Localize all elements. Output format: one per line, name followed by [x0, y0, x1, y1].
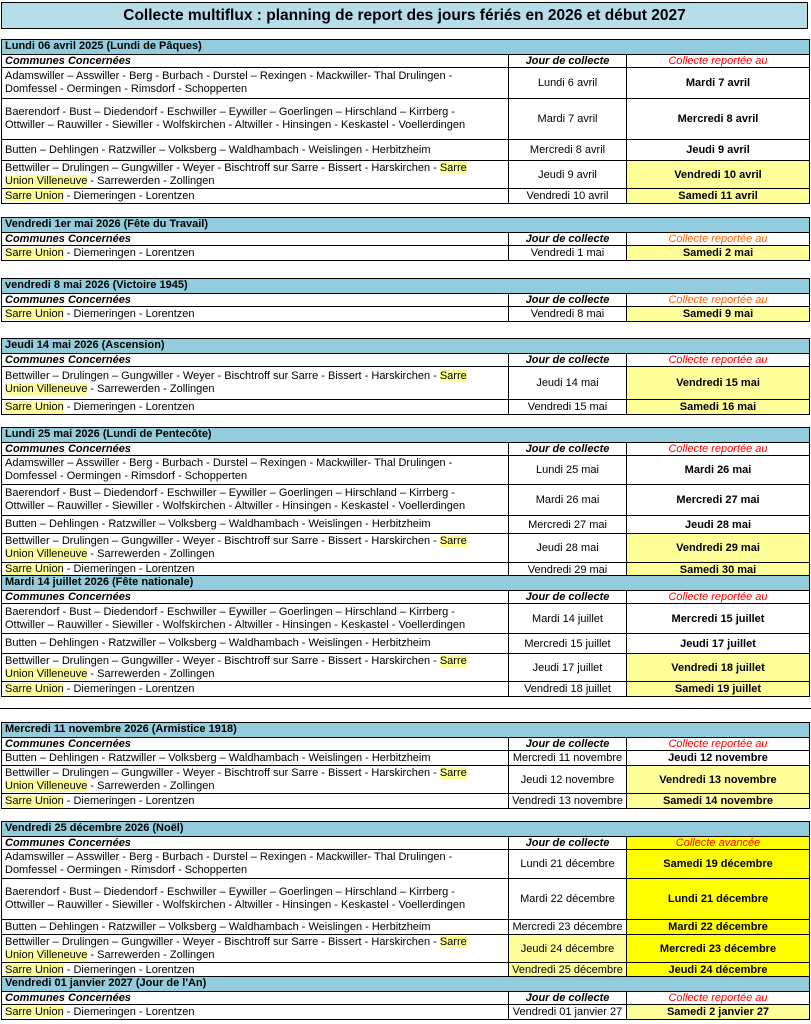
- communes-cell: Sarre Union - Diemeringen - Lorentzen: [2, 307, 509, 321]
- table-row: [2, 485, 809, 516]
- jour-cell: Mercredi 27 mai: [509, 516, 627, 533]
- communes-cell: Baerendorf - Bust – Diedendorf - Eschwiller – Eywiller – Goerlingen – Hirschland – Kirrberg - Ottwiller – Rauwiller - Siewiller - Wolfskirchen - Altwiller - Hinsingen - Keskastel - Voellerdingen: [2, 604, 509, 633]
- col-communes: Communes Concernées: [2, 233, 509, 245]
- col-communes: Communes Concernées: [2, 992, 509, 1004]
- report-cell: Mardi 26 mai: [684, 464, 752, 476]
- report-cell: Samedi 2 janvier 27: [627, 1005, 809, 1019]
- jour-cell: Jeudi 12 novembre: [509, 766, 627, 793]
- jour-cell: Jeudi 9 avril: [509, 161, 627, 188]
- table-row: [2, 400, 809, 415]
- col-reportee: Collecte reportée au: [668, 591, 768, 603]
- table-row: [2, 161, 809, 189]
- communes-cell: Bettwiller – Drulingen – Gungwiller - Weyer - Bischtroff sur Sarre - Bissert - Harskirchen - Sarre Union Villeneuve - Sarrewerden - Zollingen: [2, 534, 509, 562]
- col-jour: Jour de collecte: [509, 738, 627, 750]
- section-title: Lundi 06 avril 2025 (Lundi de Pâques): [2, 39, 809, 55]
- jour-cell: Vendredi 29 mai: [509, 563, 627, 576]
- section-1er-mai: [1, 217, 810, 261]
- communes-cell: Sarre Union - Diemeringen - Lorentzen: [2, 246, 509, 260]
- report-cell: Samedi 2 mai: [627, 246, 809, 260]
- col-reportee: Collecte reportée au: [668, 55, 768, 67]
- table-row: [2, 654, 809, 682]
- report-cell: Lundi 21 décembre: [627, 879, 809, 919]
- communes-cell: Butten – Dehlingen - Ratzwiller – Volksberg – Waldhambach - Weislingen - Herbitzheim: [2, 516, 509, 533]
- table-row: [2, 766, 809, 794]
- jour-cell: Lundi 25 mai: [509, 456, 627, 484]
- communes-cell: Sarre Union - Diemeringen - Lorentzen: [2, 963, 509, 977]
- communes-cell: Bettwiller – Drulingen – Gungwiller - Weyer - Bischtroff sur Sarre - Bissert - Harskirchen - Sarre Union Villeneuve - Sarrewerden - Zollingen: [2, 654, 509, 681]
- communes-cell: Bettwiller – Drulingen – Gungwiller - Weyer - Bischtroff sur Sarre - Bissert - Harskirchen - Sarre Union Villeneuve - Sarrewerden - Zollingen: [2, 766, 509, 793]
- report-cell: Samedi 14 novembre: [627, 794, 809, 808]
- report-cell: Vendredi 29 mai: [627, 534, 809, 562]
- table-row: [2, 879, 809, 920]
- table-row: [2, 794, 809, 809]
- report-cell: Vendredi 18 juillet: [627, 654, 809, 681]
- jour-cell: Jeudi 28 mai: [509, 534, 627, 562]
- table-row: [2, 604, 809, 634]
- jour-cell: Mardi 14 juillet: [509, 604, 627, 633]
- col-jour: Jour de collecte: [509, 55, 627, 67]
- report-cell: Mercredi 27 mai: [676, 494, 760, 506]
- communes-cell: Baerendorf - Bust – Diedendorf - Eschwiller – Eywiller – Goerlingen – Hirschland – Kirrberg - Ottwiller – Rauwiller - Siewiller - Wolfskirchen - Altwiller - Hinsingen - Keskastel - Voellerdingen: [2, 879, 509, 919]
- communes-cell: Adamswiller – Asswiller - Berg - Burbach - Durstel – Rexingen - Mackwiller- Thal Drulingen - Domfessel - Oermingen - Rimsdorf - Schopperten: [2, 456, 509, 484]
- table-row: [2, 1005, 809, 1020]
- communes-cell: Baerendorf - Bust – Diedendorf - Eschwiller – Eywiller – Goerlingen – Hirschland – Kirrberg - Ottwiller – Rauwiller - Siewiller - Wolfskirchen - Altwiller - Hinsingen - Keskastel - Voellerdingen: [2, 99, 509, 139]
- col-jour: Jour de collecte: [509, 233, 627, 245]
- jour-cell: Mercredi 8 avril: [509, 140, 627, 160]
- jour-cell: Jeudi 24 décembre: [509, 935, 627, 962]
- report-cell: Samedi 19 juillet: [627, 682, 809, 696]
- col-communes: Communes Concernées: [2, 354, 509, 366]
- table-row: [2, 935, 809, 963]
- col-jour: Jour de collecte: [509, 443, 627, 455]
- jour-cell: Mardi 7 avril: [509, 99, 627, 139]
- table-row: [2, 246, 809, 261]
- section-11-novembre: [1, 722, 810, 809]
- col-reportee: Collecte reportée au: [668, 233, 768, 245]
- communes-cell: Butten – Dehlingen - Ratzwiller – Volksberg – Waldhambach - Weislingen - Herbitzheim: [2, 920, 509, 934]
- communes-cell: Adamswiller – Asswiller - Berg - Burbach - Durstel – Rexingen - Mackwiller- Thal Drulingen - Domfessel - Oermingen - Rimsdorf - Schopperten: [2, 68, 509, 98]
- section-title: Vendredi 25 décembre 2026 (Noël): [2, 821, 809, 837]
- col-reportee: Collecte reportée au: [668, 294, 768, 306]
- col-communes: Communes Concernées: [2, 837, 509, 849]
- jour-cell: Vendredi 1 mai: [509, 246, 627, 260]
- report-cell: Jeudi 12 novembre: [668, 752, 768, 764]
- section-title: Vendredi 1er mai 2026 (Fête du Travail): [2, 217, 809, 233]
- section-14-juillet: [1, 575, 810, 697]
- col-communes: Communes Concernées: [2, 443, 509, 455]
- report-cell: Mercredi 23 décembre: [627, 935, 809, 962]
- communes-cell: Sarre Union - Diemeringen - Lorentzen: [2, 400, 509, 414]
- section-ascension: [1, 338, 810, 415]
- table-row: [2, 68, 809, 99]
- communes-cell: Bettwiller – Drulingen – Gungwiller - Weyer - Bischtroff sur Sarre - Bissert - Harskirchen - Sarre Union Villeneuve - Sarrewerden - Zollingen: [2, 367, 509, 399]
- communes-cell: Butten – Dehlingen - Ratzwiller – Volksberg – Waldhambach - Weislingen - Herbitzheim: [2, 140, 509, 160]
- section-8-mai: [1, 278, 810, 322]
- report-cell: Jeudi 24 décembre: [627, 963, 809, 977]
- section-paques: [1, 39, 810, 204]
- jour-cell: Mercredi 15 juillet: [509, 634, 627, 653]
- report-cell: Samedi 9 mai: [627, 307, 809, 321]
- report-cell: Samedi 30 mai: [627, 563, 809, 576]
- table-row: [2, 682, 809, 697]
- report-cell: Mardi 22 décembre: [627, 920, 809, 934]
- report-cell: Samedi 16 mai: [627, 400, 809, 414]
- jour-cell: Jeudi 17 juillet: [509, 654, 627, 681]
- jour-cell: Vendredi 10 avril: [509, 189, 627, 203]
- report-cell: Samedi 19 décembre: [627, 850, 809, 878]
- table-row: [2, 189, 809, 204]
- col-jour: Jour de collecte: [509, 294, 627, 306]
- column-header-row: [2, 233, 809, 246]
- section-noel: [1, 821, 810, 978]
- communes-cell: Sarre Union - Diemeringen - Lorentzen: [2, 1005, 509, 1019]
- jour-cell: Vendredi 01 janvier 27: [509, 1005, 627, 1019]
- communes-cell: Sarre Union - Diemeringen - Lorentzen: [2, 189, 509, 203]
- col-communes: Communes Concernées: [2, 294, 509, 306]
- table-row: [2, 456, 809, 485]
- jour-cell: Mercredi 23 décembre: [509, 920, 627, 934]
- table-row: [2, 140, 809, 161]
- table-row: [2, 850, 809, 879]
- communes-cell: Sarre Union - Diemeringen - Lorentzen: [2, 794, 509, 808]
- col-jour: Jour de collecte: [509, 591, 627, 603]
- col-communes: Communes Concernées: [2, 738, 509, 750]
- report-cell: Jeudi 9 avril: [686, 144, 750, 156]
- page-title: Collecte multiflux : planning de report des jours fériés en 2026 et début 2027: [1, 2, 808, 29]
- col-reportee: Collecte reportée au: [668, 992, 768, 1004]
- section-title: Jeudi 14 mai 2026 (Ascension): [2, 338, 809, 354]
- jour-cell: Lundi 6 avril: [509, 68, 627, 98]
- column-header-row: [2, 443, 809, 456]
- jour-cell: Vendredi 18 juillet: [509, 682, 627, 696]
- section-title: vendredi 8 mai 2026 (Victoire 1945): [2, 278, 809, 294]
- column-header-row: [2, 837, 809, 850]
- section-title: Mardi 14 juillet 2026 (Fête nationale): [2, 575, 809, 591]
- section-title: Vendredi 01 janvier 2027 (Jour de l'An): [2, 976, 809, 992]
- jour-cell: Vendredi 15 mai: [509, 400, 627, 414]
- report-cell: Vendredi 15 mai: [627, 367, 809, 399]
- col-communes: Communes Concernées: [2, 591, 509, 603]
- column-header-row: [2, 354, 809, 367]
- jour-cell: Mercredi 11 novembre: [509, 751, 627, 765]
- communes-cell: Adamswiller – Asswiller - Berg - Burbach - Durstel – Rexingen - Mackwiller- Thal Drulingen - Domfessel - Oermingen - Rimsdorf - Schopperten: [2, 850, 509, 878]
- jour-cell: Vendredi 8 mai: [509, 307, 627, 321]
- report-cell: Mercredi 8 avril: [677, 113, 759, 125]
- column-header-row: [2, 738, 809, 751]
- communes-cell: Baerendorf - Bust – Diedendorf - Eschwiller – Eywiller – Goerlingen – Hirschland – Kirrberg - Ottwiller – Rauwiller - Siewiller - Wolfskirchen - Altwiller - Hinsingen - Keskastel - Voellerdingen: [2, 485, 509, 515]
- table-row: [2, 634, 809, 654]
- column-header-row: [2, 294, 809, 307]
- communes-cell: Sarre Union - Diemeringen - Lorentzen: [2, 682, 509, 696]
- col-avancee: Collecte avancée: [627, 837, 809, 849]
- report-cell: Samedi 11 avril: [627, 189, 809, 203]
- table-row: [2, 751, 809, 766]
- col-reportee: Collecte reportée au: [668, 354, 768, 366]
- col-reportee: Collecte reportée au: [668, 443, 768, 455]
- table-row: [2, 99, 809, 140]
- jour-cell: Lundi 21 décembre: [509, 850, 627, 878]
- jour-cell: Mardi 26 mai: [509, 485, 627, 515]
- report-cell: Mercredi 15 juillet: [671, 612, 765, 625]
- table-row: [2, 534, 809, 563]
- col-jour: Jour de collecte: [509, 992, 627, 1004]
- col-jour: Jour de collecte: [509, 837, 627, 849]
- table-row: [2, 516, 809, 534]
- section-title: Lundi 25 mai 2026 (Lundi de Pentecôte): [2, 427, 809, 443]
- column-header-row: [2, 992, 809, 1005]
- communes-cell: Bettwiller – Drulingen – Gungwiller - Weyer - Bischtroff sur Sarre - Bissert - Harskirchen - Sarre Union Villeneuve - Sarrewerden - Zollingen: [2, 935, 509, 962]
- communes-cell: Butten – Dehlingen - Ratzwiller – Volksberg – Waldhambach - Weislingen - Herbitzheim: [2, 634, 509, 653]
- col-reportee: Collecte reportée au: [668, 738, 768, 750]
- report-cell: Vendredi 10 avril: [627, 161, 809, 188]
- table-row: [2, 307, 809, 322]
- divider: [0, 708, 811, 709]
- jour-cell: Vendredi 25 décembre: [509, 963, 627, 977]
- column-header-row: [2, 591, 809, 604]
- col-communes: Communes Concernées: [2, 55, 509, 67]
- communes-cell: Butten – Dehlingen - Ratzwiller – Volksberg – Waldhambach - Weislingen - Herbitzheim: [2, 751, 509, 765]
- report-cell: Vendredi 13 novembre: [627, 766, 809, 793]
- report-cell: Jeudi 28 mai: [684, 518, 752, 531]
- table-row: [2, 920, 809, 935]
- section-pentecote: [1, 427, 810, 577]
- communes-cell: Bettwiller – Drulingen – Gungwiller - Weyer - Bischtroff sur Sarre - Bissert - Harskirchen - Sarre Union Villeneuve - Sarrewerden - Zollingen: [2, 161, 509, 188]
- jour-cell: Jeudi 14 mai: [509, 367, 627, 399]
- jour-cell: Mardi 22 décembre: [509, 879, 627, 919]
- report-cell: Jeudi 17 juillet: [680, 637, 756, 650]
- col-jour: Jour de collecte: [509, 354, 627, 366]
- section-title: Mercredi 11 novembre 2026 (Armistice 1918): [2, 722, 809, 738]
- communes-cell: Sarre Union - Diemeringen - Lorentzen: [2, 563, 509, 576]
- section-jour-de-l-an: [1, 976, 810, 1020]
- column-header-row: [2, 55, 809, 68]
- report-cell: Mardi 7 avril: [685, 77, 751, 89]
- jour-cell: Vendredi 13 novembre: [509, 794, 627, 808]
- table-row: [2, 367, 809, 400]
